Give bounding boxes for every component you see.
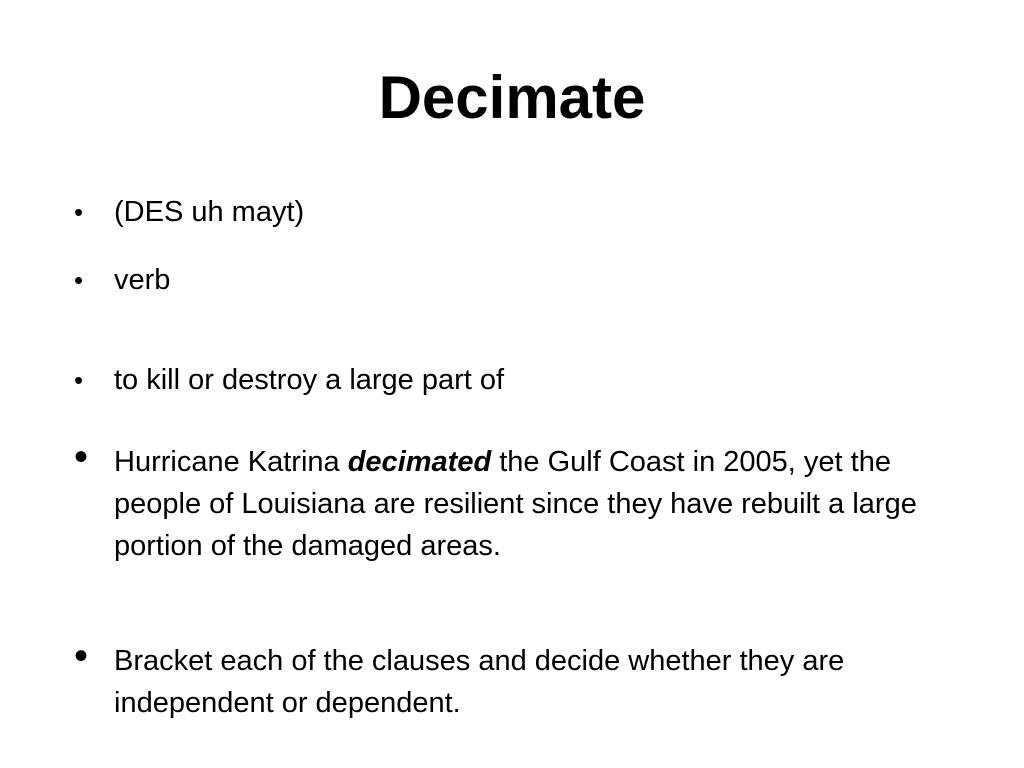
example-emphasized-word: decimated xyxy=(347,446,492,478)
bullet-dot-icon: • xyxy=(74,634,89,678)
bullet-text: verb xyxy=(114,264,171,296)
bullet-text xyxy=(114,441,984,567)
slide-title: Decimate xyxy=(378,64,646,131)
example-post-text: the Gulf Coast in 2005, yet the people of Louisiana are resilient since they have rebuilt a large portion of the damaged areas. xyxy=(114,446,917,562)
bullet-dot-icon: • xyxy=(74,197,84,227)
bullet-text: (DES uh mayt) xyxy=(114,196,305,228)
bullet-dot-icon: • xyxy=(74,365,84,395)
bullet-dot-icon: • xyxy=(74,265,84,295)
example-pre-text: Hurricane Katrina xyxy=(114,446,348,478)
bullet-text: Bracket each of the clauses and decide whether they are independent or dependent. xyxy=(114,645,845,719)
bullet-text: to kill or destroy a large part of xyxy=(114,364,505,396)
bullet-dot-icon: • xyxy=(74,435,89,479)
